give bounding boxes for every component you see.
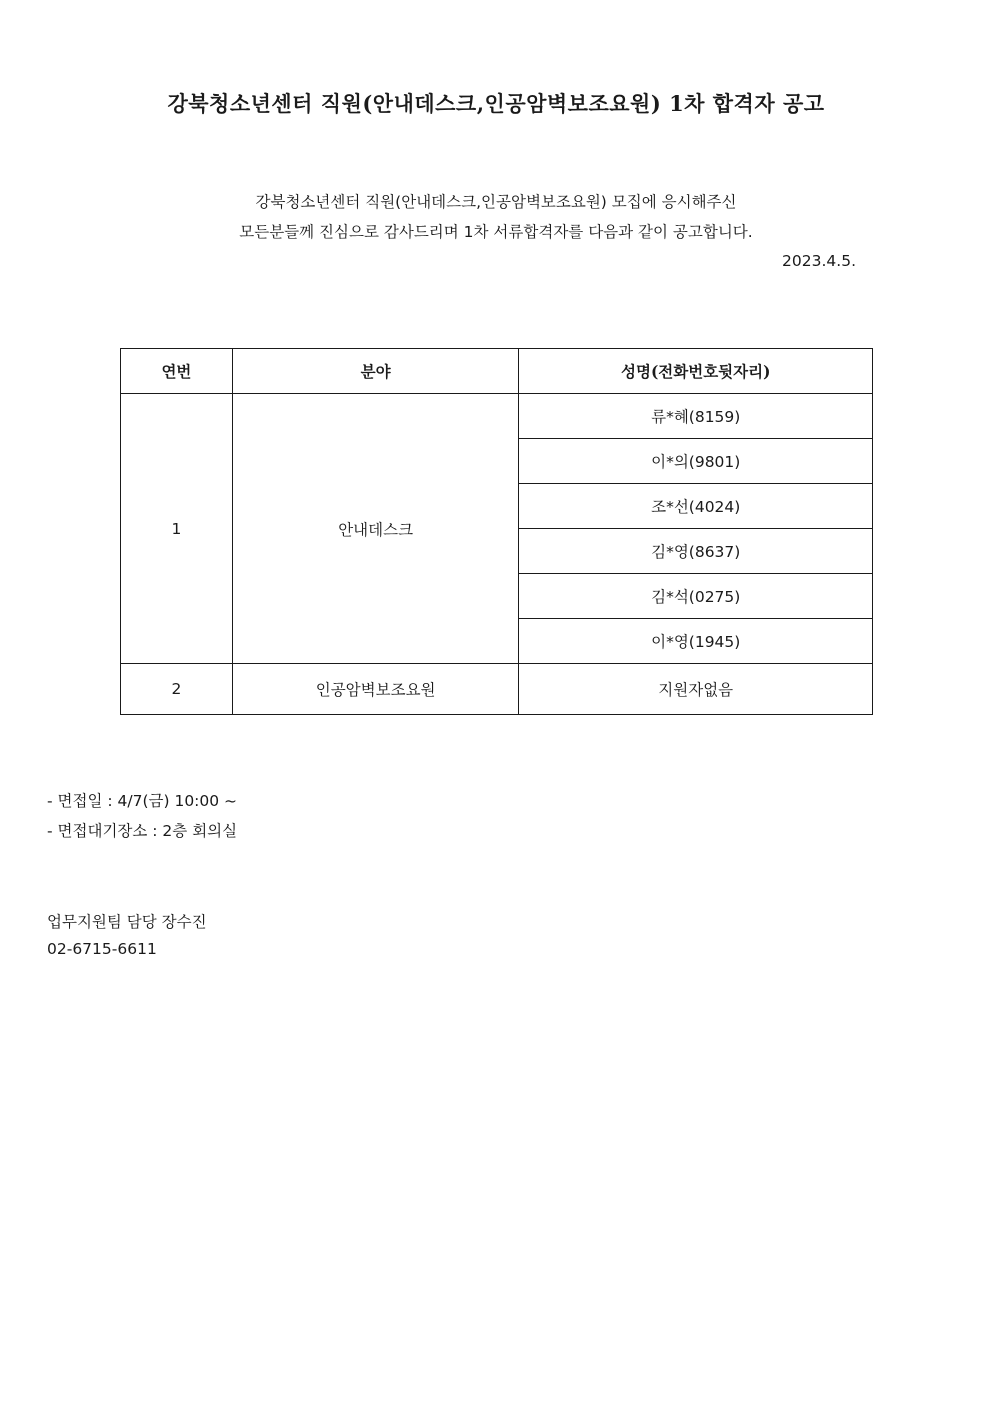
header-name: 성명(전화번호뒷자리) xyxy=(519,349,873,394)
applicant-name: 류*혜(8159) xyxy=(519,394,873,439)
applicant-name: 조*선(4024) xyxy=(519,484,873,529)
row-number: 2 xyxy=(121,664,233,715)
row-field: 안내데스크 xyxy=(232,394,519,664)
applicant-name: 김*석(0275) xyxy=(519,574,873,619)
contact-person: 업무지원팀 담당 장수진 xyxy=(47,913,207,931)
interview-date-note: - 면접일 : 4/7(금) 10:00 ~ xyxy=(47,792,238,810)
applicant-name: 이*영(1945) xyxy=(519,619,873,664)
page-title: 강북청소년센터 직원(안내데스크,인공암벽보조요원) 1차 합격자 공고 xyxy=(167,91,825,116)
applicant-name: 김*영(8637) xyxy=(519,529,873,574)
applicant-name: 지원자없음 xyxy=(519,664,873,715)
result-table xyxy=(120,348,873,715)
applicant-name: 이*의(9801) xyxy=(519,439,873,484)
row-field: 인공암벽보조요원 xyxy=(232,664,519,715)
announcement-date: 2023.4.5. xyxy=(782,252,856,270)
table-row xyxy=(121,394,873,439)
header-number: 연번 xyxy=(121,349,233,394)
contact-phone: 02-6715-6611 xyxy=(47,940,157,958)
waiting-room-note: - 면접대기장소 : 2층 회의실 xyxy=(47,822,238,840)
intro-line-2: 모든분들께 진심으로 감사드리며 1차 서류합격자를 다음과 같이 공고합니다. xyxy=(239,223,753,241)
intro-line-1: 강북청소년센터 직원(안내데스크,인공암벽보조요원) 모집에 응시해주신 xyxy=(255,193,737,211)
table-row xyxy=(121,664,873,715)
row-number: 1 xyxy=(121,394,233,664)
table-header-row xyxy=(121,349,873,394)
header-field: 분야 xyxy=(232,349,519,394)
